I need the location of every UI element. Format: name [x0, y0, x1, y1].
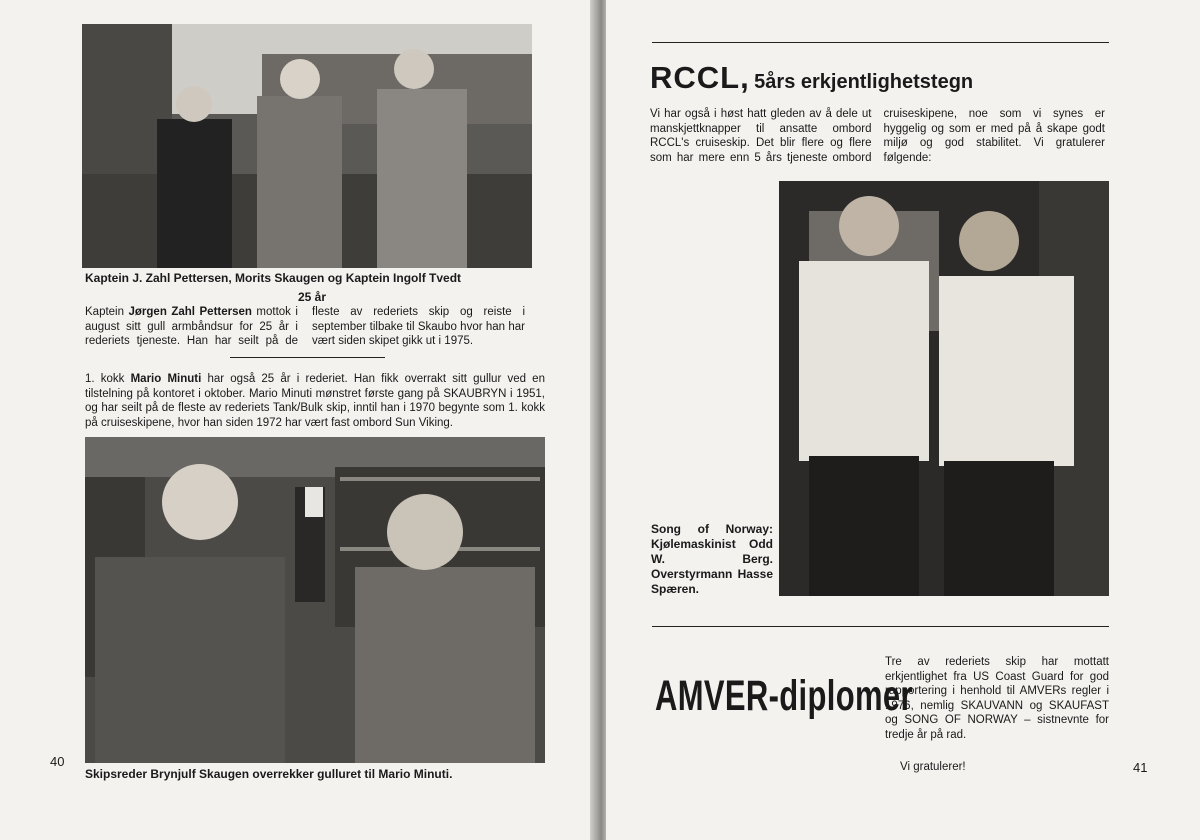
amver-rule	[652, 626, 1109, 627]
rccl-intro: Vi har også i høst hatt gleden av å dele ut manskjettknapper til ansatte ombord RCCL's cruiseskip. Det blir flere og flere som har mere enn 5 års tjeneste ombord cruiseskipene, noe som vi synes er hyggelig og som er med på å skape godt miljø og god stabilitet. Vi gratulerer følgende:	[650, 108, 1105, 164]
rccl-title-main: RCCL,	[650, 60, 750, 95]
photo1-caption: Kaptein J. Zahl Pettersen, Morits Skaugen og Kaptein Ingolf Tvedt	[85, 271, 462, 285]
photo-three-men-outside	[82, 24, 532, 268]
paragraph-zahl-pettersen: Kaptein Jørgen Zahl Pettersen mottok i august sitt gull armbåndsur for 25 år i rederiets tjeneste. Han har seilt på de fleste av rederiets skip og reiste i september tilbake til Skaubo hvor han har vært siden skipet gikk ut i 1975.	[85, 306, 525, 347]
page-number-left: 40	[50, 754, 65, 769]
top-rule-right	[652, 42, 1109, 43]
photo-handshake-office	[85, 437, 545, 763]
rccl-heading	[650, 60, 973, 96]
officers-caption: Song of Norway: Kjølemaskinist Odd W. Berg. Overstyrmann Hasse Spæren.	[651, 522, 773, 596]
photo2-caption: Skipsreder Brynjulf Skaugen overrekker gulluret til Mario Minuti.	[85, 767, 453, 781]
page-number-right: 41	[1133, 760, 1148, 775]
divider-rule	[230, 357, 385, 358]
photo-two-officers	[779, 181, 1109, 596]
amver-text: Tre av rederiets skip har mottatt erkjentlighet fra US Coast Guard for god rapportering i henhold til AMVERs regler i 1976, nemlig SKAUVANN og SKAUFAST og SONG OF NORWAY – sistnevnte for tredje år på rad.	[885, 656, 1109, 741]
section-heading-25-ar: 25 år	[298, 290, 327, 304]
rccl-title-sub: 5års erkjentlighetstegn	[754, 71, 974, 93]
left-page	[0, 0, 594, 840]
amver-heading: AMVER-diplomer	[655, 672, 913, 720]
paragraph-mario-minuti: 1. kokk Mario Minuti har også 25 år i rederiet. Han fikk overrakt sitt gullur ved en tilstelning på kontoret i oktober. Mario Minuti mønstret første gang på SKAUBRYN i 1951, og har seilt på de fleste av rederiets Tank/Bulk skip, inntil han i 1970 begynte som 1. kokk på cruiseskipene, hvor han siden 1972 har vært fast ombord Sun Viking.	[85, 373, 545, 429]
amver-congrats: Vi gratulerer!	[900, 761, 966, 773]
